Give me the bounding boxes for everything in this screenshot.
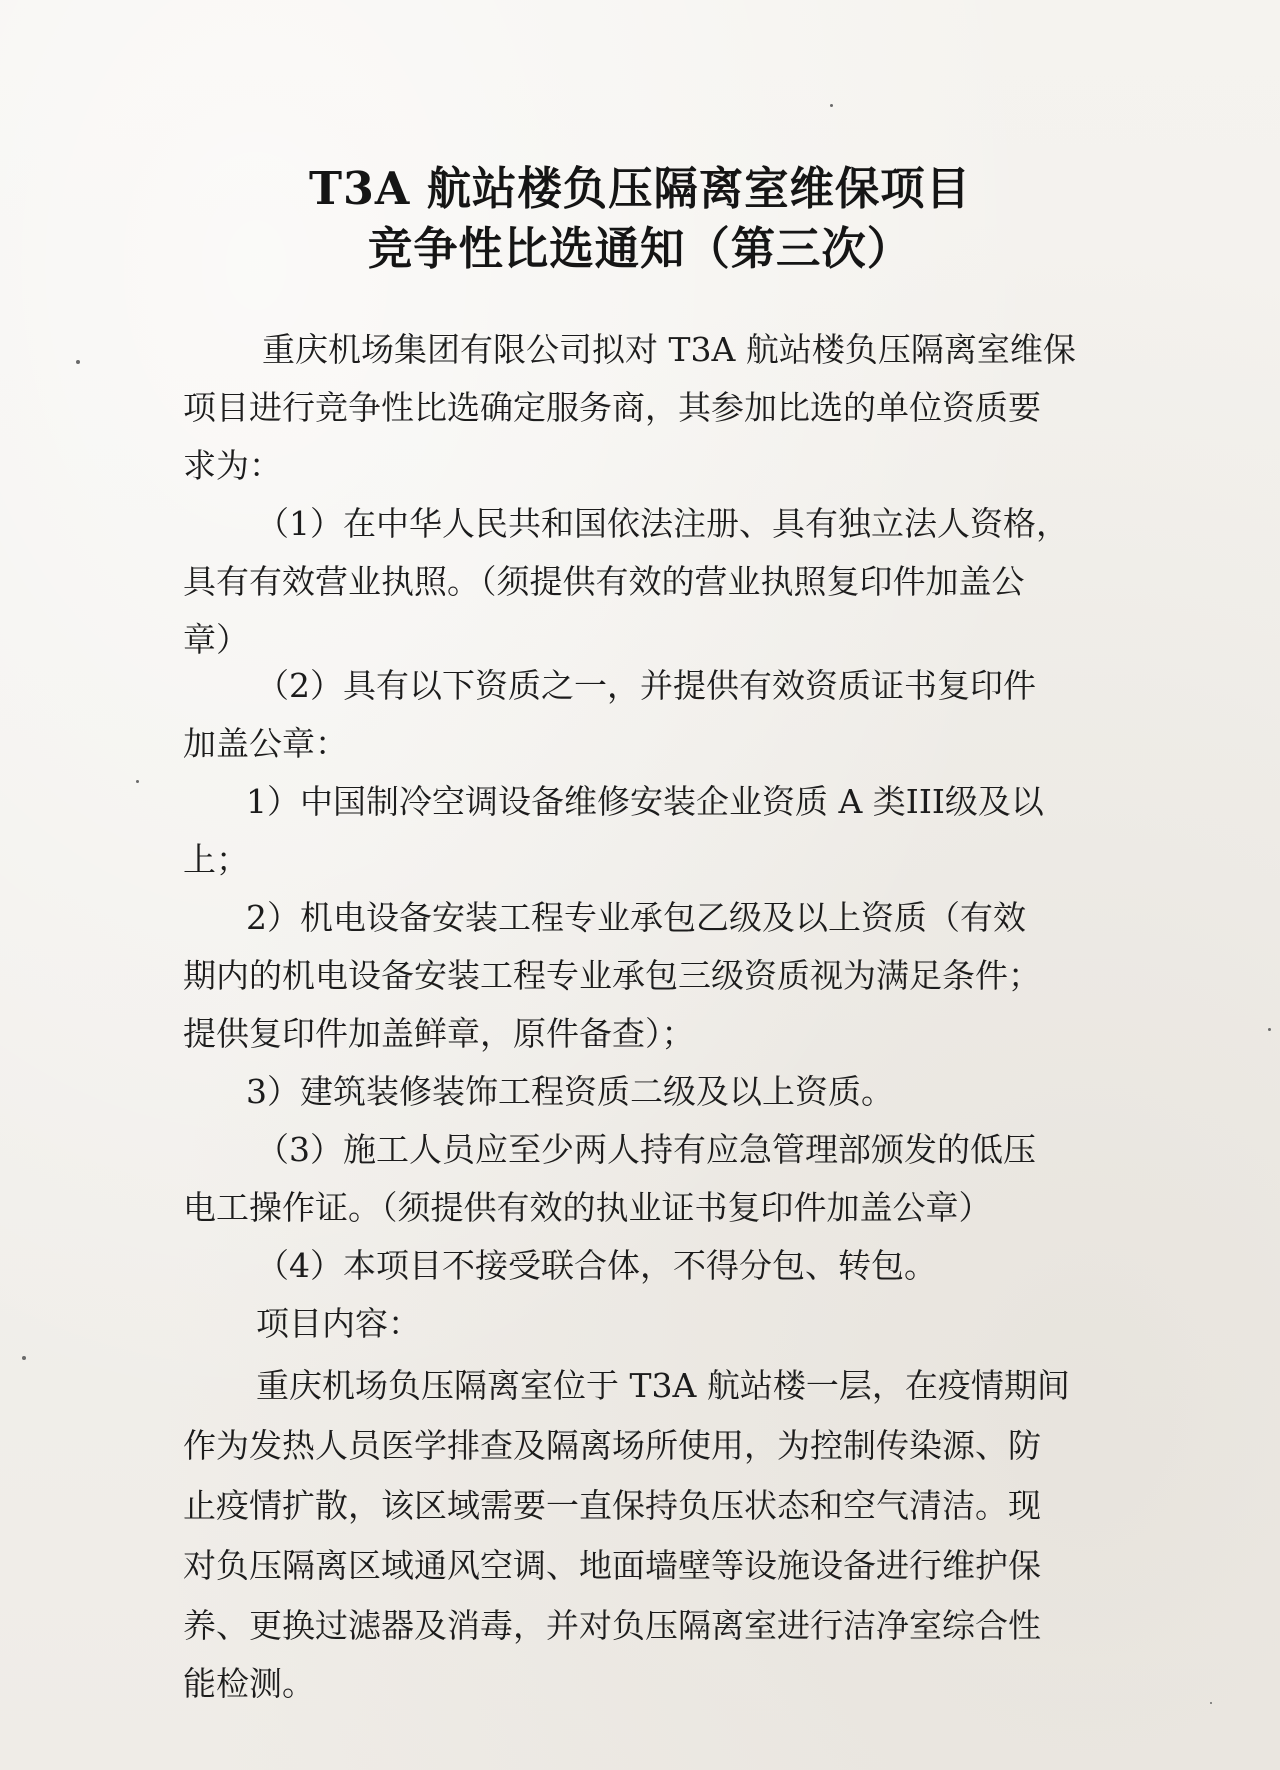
body-line: 章） — [183, 620, 249, 659]
scan-speck — [22, 1356, 26, 1360]
body-line: 对负压隔离区域通风空调、地面墙壁等设施设备进行维护保 — [183, 1546, 1041, 1585]
scan-speck — [830, 104, 833, 107]
body-line: 项目内容： — [256, 1304, 421, 1343]
body-line: 能检测。 — [183, 1664, 315, 1703]
scan-speck — [136, 780, 139, 783]
document-title-line-1: T3A 航站楼负压隔离室维保项目 — [308, 162, 971, 215]
body-line: 求为： — [183, 446, 282, 485]
body-line: 1）中国制冷空调设备维修安装企业资质 A 类III级及以 — [246, 782, 1044, 821]
body-line: 电工操作证。（须提供有效的执业证书复印件加盖公章） — [183, 1188, 992, 1227]
body-line: 2）机电设备安装工程专业承包乙级及以上资质（有效 — [246, 898, 1026, 937]
body-line: 3）建筑装修装饰工程资质二级及以上资质。 — [246, 1072, 894, 1111]
body-line: 提供复印件加盖鲜章，原件备查）； — [183, 1014, 695, 1053]
body-line: （1）在中华人民共和国依法注册、具有独立法人资格， — [256, 504, 1069, 543]
body-line: （3）施工人员应至少两人持有应急管理部颁发的低压 — [256, 1130, 1036, 1169]
body-line: 项目进行竞争性比选确定服务商，其参加比选的单位资质要 — [183, 388, 1041, 427]
scan-speck — [1268, 1028, 1271, 1031]
body-line: 止疫情扩散，该区域需要一直保持负压状态和空气清洁。现 — [183, 1486, 1041, 1525]
body-line: （4）本项目不接受联合体，不得分包、转包。 — [256, 1246, 937, 1285]
body-line: 重庆机场集团有限公司拟对 T3A 航站楼负压隔离室维保 — [262, 330, 1076, 369]
body-line: 期内的机电设备安装工程专业承包三级资质视为满足条件； — [183, 956, 1041, 995]
body-line: 加盖公章： — [183, 724, 348, 763]
document-title-line-2: 竞争性比选通知（第三次） — [367, 222, 913, 275]
body-line: 上； — [183, 840, 249, 879]
body-line: 具有有效营业执照。（须提供有效的营业执照复印件加盖公 — [183, 562, 1025, 601]
body-line: 作为发热人员医学排查及隔离场所使用，为控制传染源、防 — [183, 1426, 1041, 1465]
body-line: （2）具有以下资质之一，并提供有效资质证书复印件 — [256, 666, 1036, 705]
scan-speck — [1210, 1702, 1212, 1704]
body-line: 养、更换过滤器及消毒，并对负压隔离室进行洁净室综合性 — [183, 1606, 1041, 1645]
body-line: 重庆机场负压隔离室位于 T3A 航站楼一层，在疫情期间 — [256, 1366, 1070, 1405]
scan-speck — [76, 360, 80, 364]
